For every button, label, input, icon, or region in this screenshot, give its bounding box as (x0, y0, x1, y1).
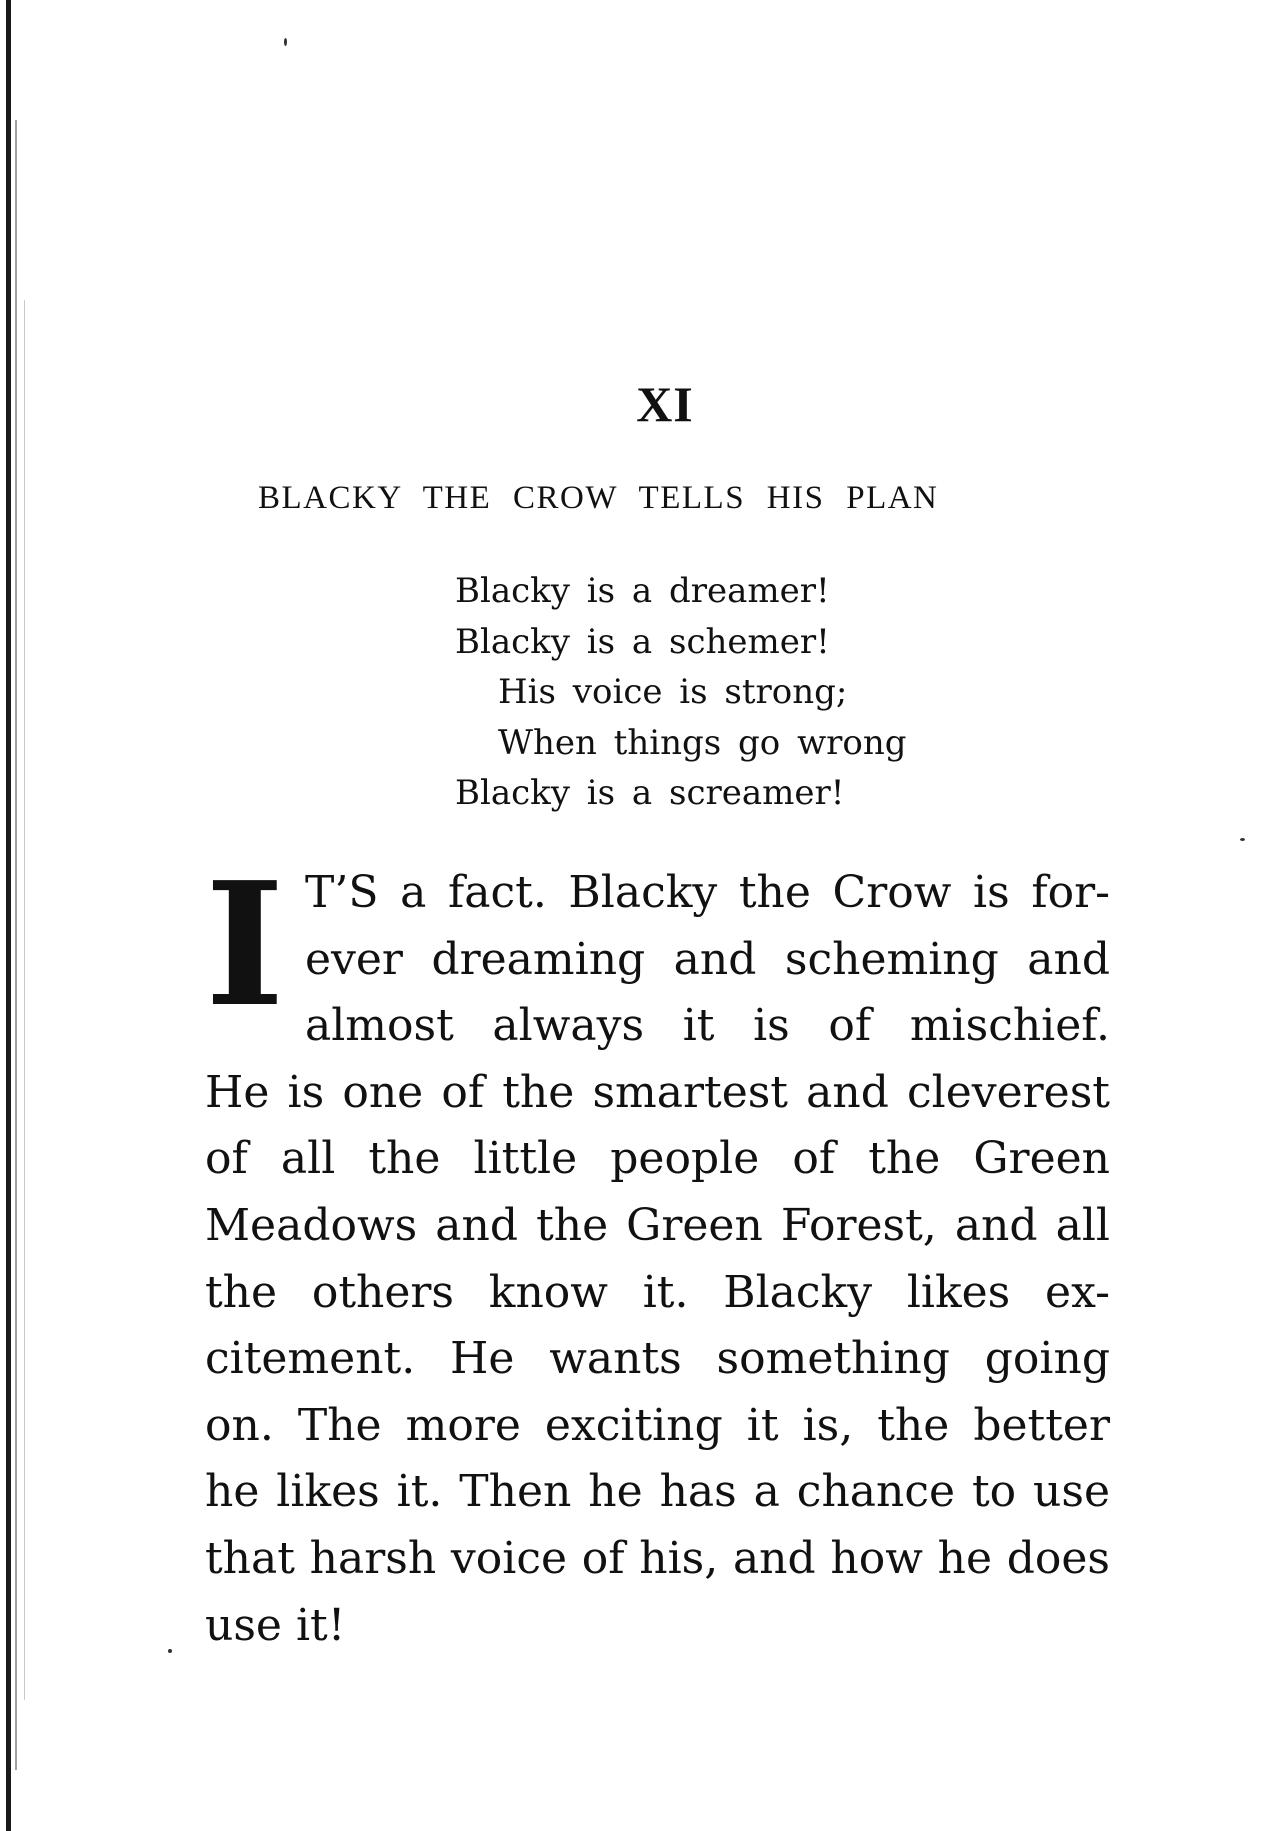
body-line: T’S a fact. Blacky the Crow is for- (305, 867, 1110, 918)
body-line: use it! (205, 1599, 346, 1651)
body-line: he likes it. Then he has a chance to use (205, 1466, 1110, 1518)
body-paragraph (205, 845, 1110, 1659)
paper-speck (168, 1649, 172, 1653)
poem-line: His voice is strong; (498, 672, 848, 712)
page-binding-edge (0, 0, 34, 1831)
poem-line: When things go wrong (498, 722, 907, 763)
poem-line: Blacky is a dreamer! (455, 571, 830, 611)
body-line: the others know it. Blacky likes ex- (205, 1266, 1110, 1318)
body-line: almost always it is of mischief. (305, 1000, 1110, 1052)
binding-shadow (15, 120, 17, 1770)
paper-speck (1240, 838, 1245, 841)
binding-line (6, 0, 11, 1831)
binding-shadow (24, 300, 25, 1700)
poem-line: Blacky is a screamer! (455, 773, 845, 813)
body-line: that harsh voice of his, and how he does (205, 1532, 1110, 1584)
body-line: of all the little people of the Green (205, 1133, 1110, 1185)
poem-line: Blacky is a schemer! (455, 621, 830, 662)
chapter-number: XI (636, 376, 694, 432)
body-line: on. The more exciting it is, the better (205, 1399, 1110, 1451)
body-line: Meadows and the Green Forest, and all (205, 1199, 1110, 1251)
paper-speck (284, 38, 287, 46)
drop-cap: I (205, 845, 285, 1045)
body-line: He is one of the smartest and cleverest (205, 1066, 1110, 1118)
body-line: ever dreaming and scheming and (305, 933, 1110, 985)
body-line: citement. He wants something going (205, 1333, 1110, 1385)
epigraph-poem (455, 566, 907, 819)
chapter-title: BLACKY THE CROW TELLS HIS PLAN (258, 480, 939, 516)
